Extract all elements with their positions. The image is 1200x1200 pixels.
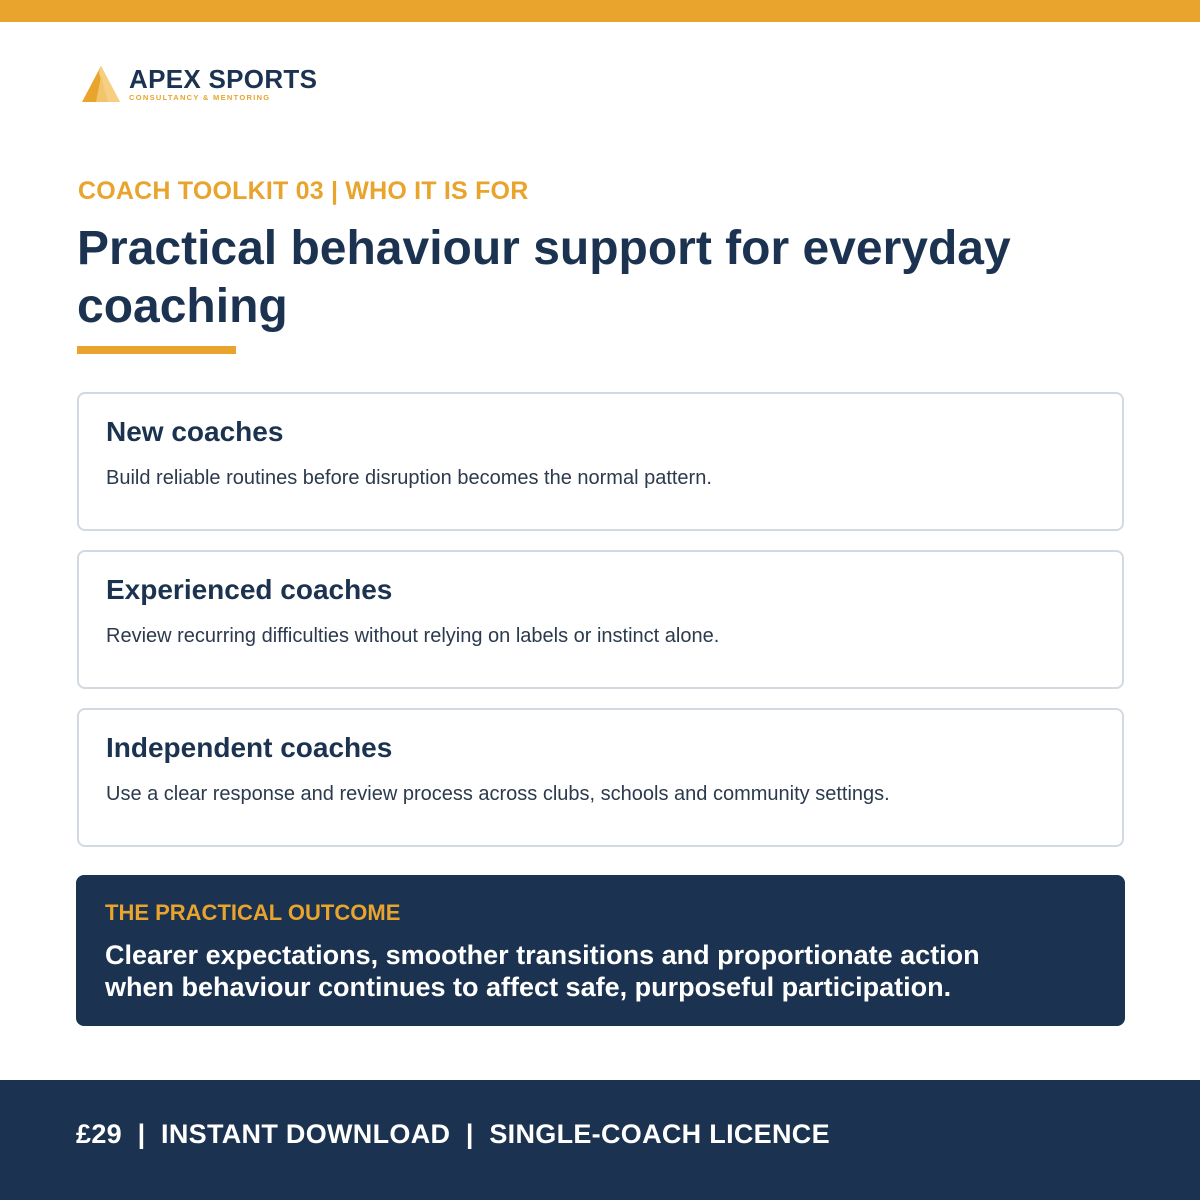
apex-triangle-icon bbox=[82, 66, 120, 102]
outcome-label: THE PRACTICAL OUTCOME bbox=[105, 900, 401, 925]
footer-licence: SINGLE-COACH LICENCE bbox=[489, 1119, 830, 1149]
page-headline: Practical behaviour support for everyday coaching bbox=[77, 222, 1011, 333]
card-description: Review recurring difficulties without relying on labels or instinct alone. bbox=[106, 625, 720, 647]
top-accent-bar bbox=[0, 0, 1200, 22]
card-description: Build reliable routines before disruption becomes the normal pattern. bbox=[106, 467, 712, 489]
outcome-line-2: when behaviour continues to affect safe, purposeful participation. bbox=[105, 972, 952, 1002]
card-title: New coaches bbox=[106, 416, 284, 447]
footer-delivery: INSTANT DOWNLOAD bbox=[161, 1119, 451, 1149]
footer-separator: | bbox=[137, 1119, 146, 1149]
card-title: Experienced coaches bbox=[106, 574, 393, 605]
logo-wordmark bbox=[129, 64, 317, 102]
brand-logo bbox=[82, 64, 317, 102]
outcome-line-1: Clearer expectations, smoother transitions and proportionate action bbox=[105, 940, 980, 970]
brand-tagline: CONSULTANCY & MENTORING bbox=[129, 93, 271, 102]
audience-card-new-coaches bbox=[77, 392, 1124, 531]
section-eyebrow: COACH TOOLKIT 03 | WHO IT IS FOR bbox=[78, 177, 529, 205]
outcome-statement bbox=[105, 939, 1065, 1003]
card-description: Use a clear response and review process across clubs, schools and community settings. bbox=[106, 783, 890, 805]
headline-underline bbox=[77, 346, 236, 354]
footer-price: £29 bbox=[76, 1119, 122, 1149]
footer-offer bbox=[76, 1118, 830, 1150]
footer-bar bbox=[0, 1080, 1200, 1200]
footer-separator: | bbox=[465, 1119, 474, 1149]
outcome-panel bbox=[76, 875, 1125, 1026]
audience-card-independent-coaches bbox=[77, 708, 1124, 847]
card-title: Independent coaches bbox=[106, 732, 393, 763]
brand-name: APEX SPORTS bbox=[129, 64, 318, 94]
audience-card-experienced-coaches bbox=[77, 550, 1124, 689]
